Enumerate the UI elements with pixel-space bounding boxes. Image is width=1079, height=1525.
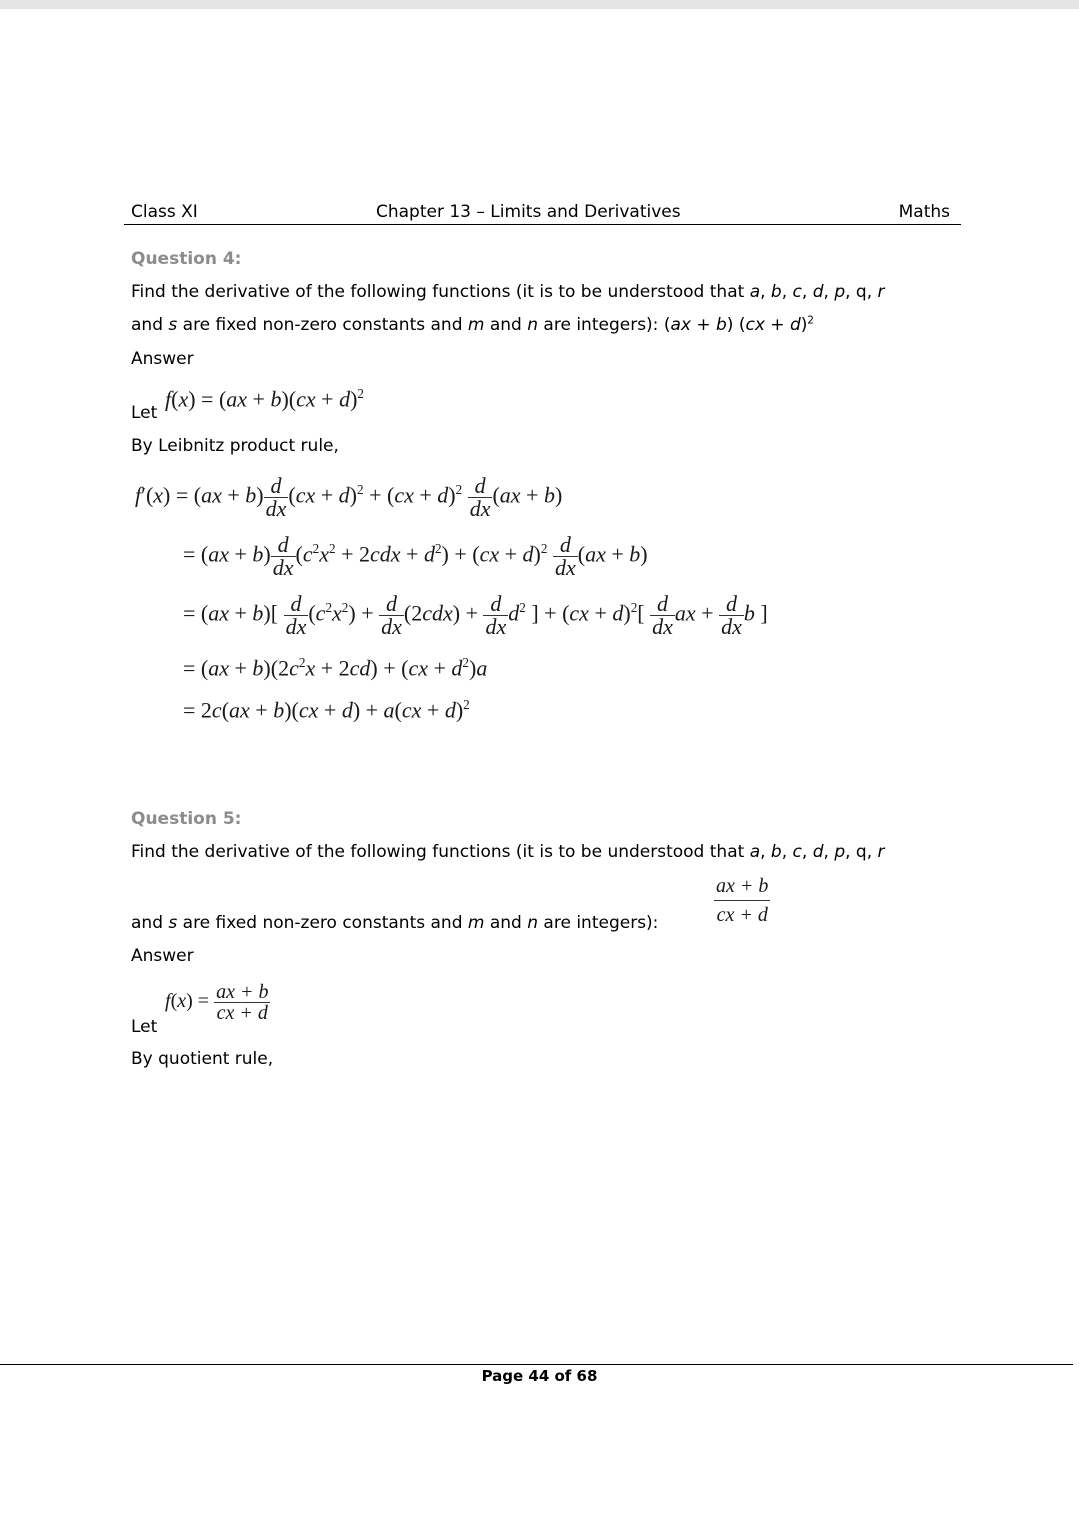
question-4-step-1: f′(x) = (ax + b) $\frac{d}{dx}$ (cx + d)$^2$ + (cx + d)$^2$ $\frac{d}{dx}$ (ax + b) bbox=[135, 473, 563, 521]
question-4-let-label: Let bbox=[131, 403, 158, 423]
question-4-answer-label: Answer bbox=[131, 349, 194, 369]
question-4-title: Question 4: bbox=[131, 249, 242, 269]
header-class: Class XI bbox=[131, 202, 198, 222]
question-5-prompt-line2: and s are fixed non-zero constants and m and n are integers): bbox=[131, 913, 659, 933]
question-5-let-expression: f(x) = $\frac{ax + b}{cx + d}$ bbox=[165, 981, 269, 1024]
question-4-step-5: = 2c(ax + b)(cx + d) + a(cx + d)$^2$ bbox=[183, 697, 470, 723]
question-5-let-label: Let bbox=[131, 1017, 158, 1037]
header-chapter: Chapter 13 – Limits and Derivatives bbox=[376, 202, 681, 222]
question-5-prompt-expression: $\frac{ax + b}{cx + d}$ bbox=[716, 875, 769, 926]
question-4-rule-text: By Leibnitz product rule, bbox=[131, 436, 339, 456]
page-header bbox=[124, 202, 961, 225]
page-number: Page 44 of 68 bbox=[481, 1367, 598, 1385]
question-4-prompt-line1: Find the derivative of the following functions (it is to be understood that a, b, c, d, p, q, r bbox=[131, 282, 885, 302]
viewer-top-bar bbox=[0, 0, 1079, 9]
question-4-step-3: = (ax + b)[ $\frac{d}{dx}$ $(c^2x^2)$ + $\frac{d}{dx}$ (2cdx) + $\frac{d}{dx}$ $d^2$ ] + (cx + d)$^2$[ $\frac{d}{dx}$ ax + $\frac{d}{dx}$ b ] bbox=[183, 591, 768, 639]
question-4-step-4: = $(ax + b)(2c^2x + 2cd) + (cx + d^2)a$ bbox=[183, 655, 488, 681]
header-subject: Maths bbox=[898, 202, 950, 222]
question-5-title: Question 5: bbox=[131, 809, 242, 829]
question-4-let-expression: f(x) = (ax + b)(cx + d)$^2$ bbox=[165, 386, 364, 412]
question-4-step-2: = (ax + b) $\frac{d}{dx}$ $(c^2x^2 + 2cdx + d^2) + (cx + d)^2$ $\frac{d}{dx}$ (ax + b) bbox=[183, 532, 648, 580]
question-4-prompt-line2: and s are fixed non-zero constants and m and n are integers): (ax + b) (cx + d)$^2$ bbox=[131, 315, 814, 335]
question-5-rule-text: By quotient rule, bbox=[131, 1049, 274, 1069]
question-5-answer-label: Answer bbox=[131, 946, 194, 966]
question-5-prompt-line1: Find the derivative of the following functions (it is to be understood that a, b, c, d, p, q, r bbox=[131, 842, 885, 862]
footer-divider bbox=[0, 1364, 1073, 1365]
